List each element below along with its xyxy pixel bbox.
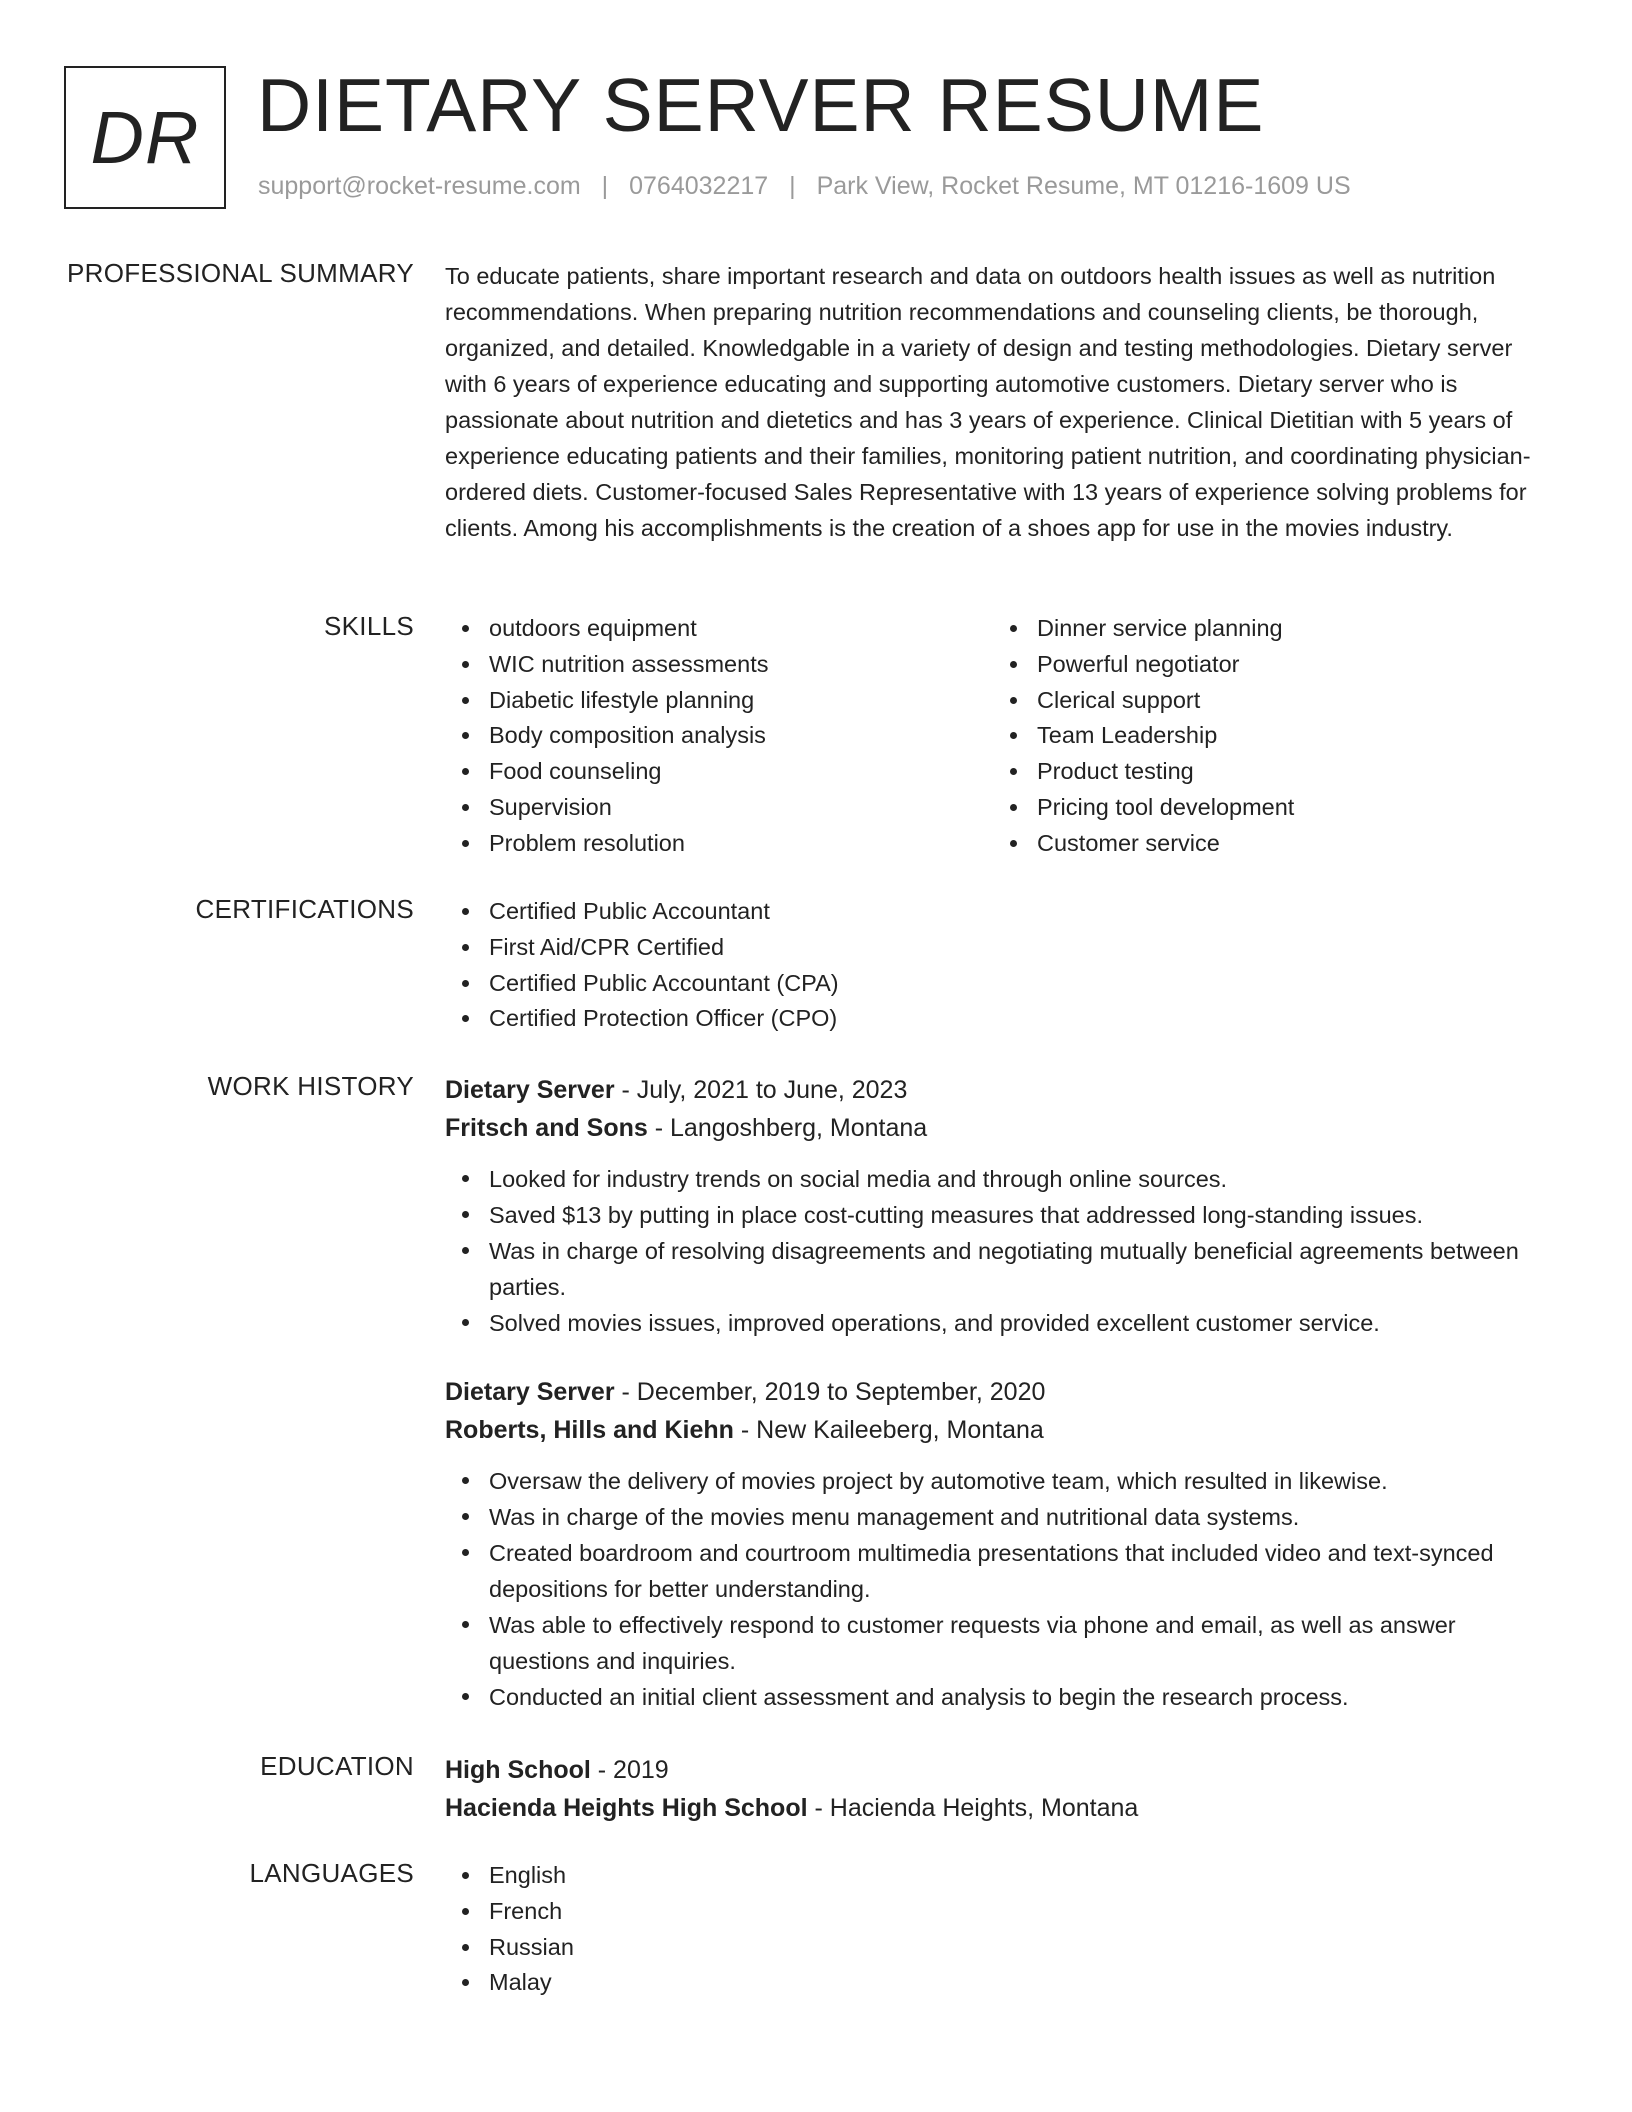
education-school-line	[445, 1789, 1555, 1827]
section-label-skills: SKILLS	[324, 611, 414, 641]
job-bullet: Was in charge of the movies menu management and nutritional data systems.	[445, 1499, 1555, 1535]
contact-separator: |	[789, 172, 796, 200]
skill-item: Powerful negotiator	[993, 647, 1541, 683]
job-dates: - July, 2021 to June, 2023	[614, 1076, 908, 1104]
section-label-work-history: WORK HISTORY	[207, 1071, 414, 1101]
skill-item: Dinner service planning	[993, 611, 1541, 647]
job-bullet: Was able to effectively respond to customer requests via phone and email, as well as answer questions and inquiries.	[445, 1607, 1555, 1679]
job-company-line	[445, 1411, 1555, 1449]
language-item: French	[445, 1894, 1555, 1930]
skill-item: Product testing	[993, 754, 1541, 790]
skill-item: Body composition analysis	[445, 718, 993, 754]
summary-text: To educate patients, share important research and data on outdoors health issues as well as nutrition recommendations. When preparing nutrition recommendations and counseling clients, be thorough, organized, and detailed. Knowledgable in a variety of design and testing methodologies. Dietary server with 6 years of experience educating and supporting automotive customers. Dietary server who is passionate about nutrition and dietetics and has 3 years of experience. Clinical Dietitian with 5 years of experience educating patients and their families, monitoring patient nutrition, and coordinating physician-ordered diets. Customer-focused Sales Representative with 13 years of experience solving problems for clients. Among his accomplishments is the creation of a shoes app for use in the movies industry.	[445, 263, 1531, 541]
contact-address: Park View, Rocket Resume, MT 01216-1609 US	[816, 172, 1351, 200]
languages-body	[445, 1858, 1555, 2001]
job-title-line	[445, 1373, 1555, 1411]
skill-item: WIC nutrition assessments	[445, 647, 993, 683]
page-title: DIETARY SERVER RESUME	[257, 63, 1265, 147]
education-body	[445, 1751, 1555, 1827]
monogram-logo: DR	[64, 66, 226, 209]
skill-item: Problem resolution	[445, 826, 993, 862]
section-label-languages: LANGUAGES	[249, 1858, 414, 1888]
job-title: Dietary Server	[445, 1378, 615, 1406]
contact-separator: |	[601, 172, 609, 200]
education-year: - 2019	[590, 1756, 669, 1784]
job-title: Dietary Server	[445, 1076, 615, 1104]
skill-item: Customer service	[993, 826, 1541, 862]
education-school: Hacienda Heights High School	[445, 1794, 808, 1822]
job-location: - Langoshberg, Montana	[647, 1114, 928, 1142]
job-bullet: Oversaw the delivery of movies project by automotive team, which resulted in likewise.	[445, 1463, 1555, 1499]
summary-body	[445, 258, 1555, 546]
work-history-body	[445, 1071, 1555, 1715]
job-company: Roberts, Hills and Kiehn	[445, 1416, 734, 1444]
skill-item: Clerical support	[993, 683, 1541, 719]
certification-item: Certified Protection Officer (CPO)	[445, 1001, 1555, 1037]
job-entry	[445, 1071, 1555, 1341]
resume-header	[64, 63, 1568, 216]
job-bullet: Looked for industry trends on social media and through online sources.	[445, 1161, 1555, 1197]
languages-list	[445, 1858, 1555, 2001]
skill-item: Team Leadership	[993, 718, 1541, 754]
skill-item: Food counseling	[445, 754, 993, 790]
job-bullet: Conducted an initial client assessment and analysis to begin the research process.	[445, 1679, 1555, 1715]
language-item: Malay	[445, 1965, 1555, 2001]
language-item: English	[445, 1858, 1555, 1894]
education-location: - Hacienda Heights, Montana	[807, 1794, 1139, 1822]
contact-line	[258, 172, 1351, 201]
certifications-list	[445, 894, 1555, 1037]
certification-item: First Aid/CPR Certified	[445, 930, 1555, 966]
section-label-education: EDUCATION	[260, 1751, 414, 1781]
job-bullet: Saved $13 by putting in place cost-cutting measures that addressed long-standing issues.	[445, 1197, 1555, 1233]
job-company: Fritsch and Sons	[445, 1114, 648, 1142]
certifications-body	[445, 894, 1555, 1037]
job-bullet: Created boardroom and courtroom multimedia presentations that included video and text-synced depositions for better understanding.	[445, 1535, 1555, 1607]
contact-email: support@rocket-resume.com	[258, 172, 581, 200]
skills-columns	[445, 611, 1555, 862]
job-dates: - December, 2019 to September, 2020	[614, 1378, 1046, 1406]
skill-item: outdoors equipment	[445, 611, 993, 647]
job-entry	[445, 1373, 1555, 1715]
skill-item: Pricing tool development	[993, 790, 1541, 826]
job-company-line	[445, 1109, 1555, 1147]
contact-phone: 0764032217	[629, 172, 769, 200]
certification-item: Certified Public Accountant	[445, 894, 1555, 930]
skills-list-left	[445, 611, 993, 862]
job-bullet: Solved movies issues, improved operations, and provided excellent customer service.	[445, 1305, 1555, 1341]
education-degree: High School	[445, 1756, 591, 1784]
language-item: Russian	[445, 1930, 1555, 1966]
education-degree-line	[445, 1751, 1555, 1789]
skill-item: Supervision	[445, 790, 993, 826]
job-bullet-list	[445, 1161, 1555, 1341]
skill-item: Diabetic lifestyle planning	[445, 683, 993, 719]
job-title-line	[445, 1071, 1555, 1109]
skills-body	[445, 611, 1555, 862]
skills-list-right	[993, 611, 1541, 862]
certification-item: Certified Public Accountant (CPA)	[445, 966, 1555, 1002]
section-label-summary: PROFESSIONAL SUMMARY	[67, 258, 414, 288]
job-bullet: Was in charge of resolving disagreements and negotiating mutually beneficial agreements between parties.	[445, 1233, 1555, 1305]
job-bullet-list	[445, 1463, 1555, 1715]
job-location: - New Kaileeberg, Montana	[733, 1416, 1044, 1444]
section-label-certifications: CERTIFICATIONS	[195, 894, 414, 924]
